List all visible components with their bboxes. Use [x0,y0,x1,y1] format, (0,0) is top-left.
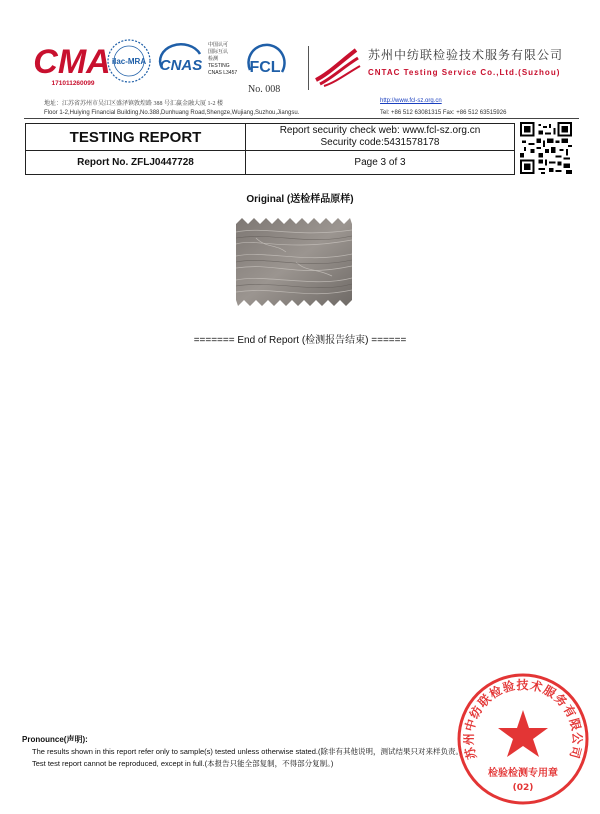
report-number: Report No. ZFLJ0447728 [26,151,246,174]
address-cn: 地址：江苏省苏州市吴江区盛泽镇敦煌路 388 号汇赢金融大厦 1-2 楼 [44,101,223,107]
tel-fax: Tel: +86 512 63081315 Fax: +86 512 63515926 [380,110,507,116]
svg-text:苏州中纺联检验技术服务有限公司: 苏州中纺联检验技术服务有限公司 [461,677,585,761]
accreditation-text: 中国认可 国际互认 检测 TESTING CNAS L3457 [208,42,238,76]
fcl-logo [240,40,290,84]
svg-text:(02): (02) [512,783,534,793]
pronounce-line-1: The results shown in this report refer only to sample(s) tested unless otherwise stated.(除非有其他说明，测试结果只对来样负责。) [32,747,462,756]
security-check-web: Report security check web: www.fcl-sz.org.cn [279,125,481,136]
svg-text:FCL: FCL [249,59,281,76]
page-number: Page 3 of 3 [354,157,406,168]
svg-text:CNAS: CNAS [159,57,203,74]
cntac-logo [312,44,362,88]
original-sample-heading: Original (送检样品原样) [246,194,354,205]
company-seal-stamp [456,672,590,806]
pronounce-line-2: Test test report cannot be reproduced, except in full.(本报告只能全部复制，不得部分复制。) [32,759,334,768]
cnas-logo [154,42,208,80]
address-en: Floor 1-2,Huiying Financial Building,No.388,Dunhuang Road,Shengze,Wujiang,Suzhou,Jiangsu. [44,110,300,116]
company-name-cn: 苏州中纺联检验技术服务有限公司 [368,48,564,62]
logo-divider [308,46,309,90]
svg-text:ilac-MRA: ilac-MRA [111,57,147,66]
cma-logo [33,40,111,81]
security-check-cell [246,124,514,151]
pronounce-heading: Pronounce(声明): [22,735,88,744]
svg-text:检验检测专用章: 检验检测专用章 [488,768,558,779]
qr-code [520,122,572,174]
svg-text:CMA: CMA [33,43,111,81]
report-title: TESTING REPORT [26,124,246,151]
company-name-en: CNTAC Testing Service Co.,Ltd.(Suzhou) [368,68,561,77]
security-code: Security code:5431578178 [320,137,440,148]
ilac-mra-logo [106,38,152,84]
end-of-report: ======= End of Report (检测报告结束) ====== [193,335,407,346]
header-rule [24,118,579,119]
cma-number: 171011260099 [51,80,95,87]
website-link[interactable]: http://www.fcl-sz.org.cn [380,98,442,104]
fcl-number: No. 008 [248,84,281,95]
header-logos [33,38,580,98]
fabric-sample-image [236,218,352,306]
report-info-table [25,123,515,175]
